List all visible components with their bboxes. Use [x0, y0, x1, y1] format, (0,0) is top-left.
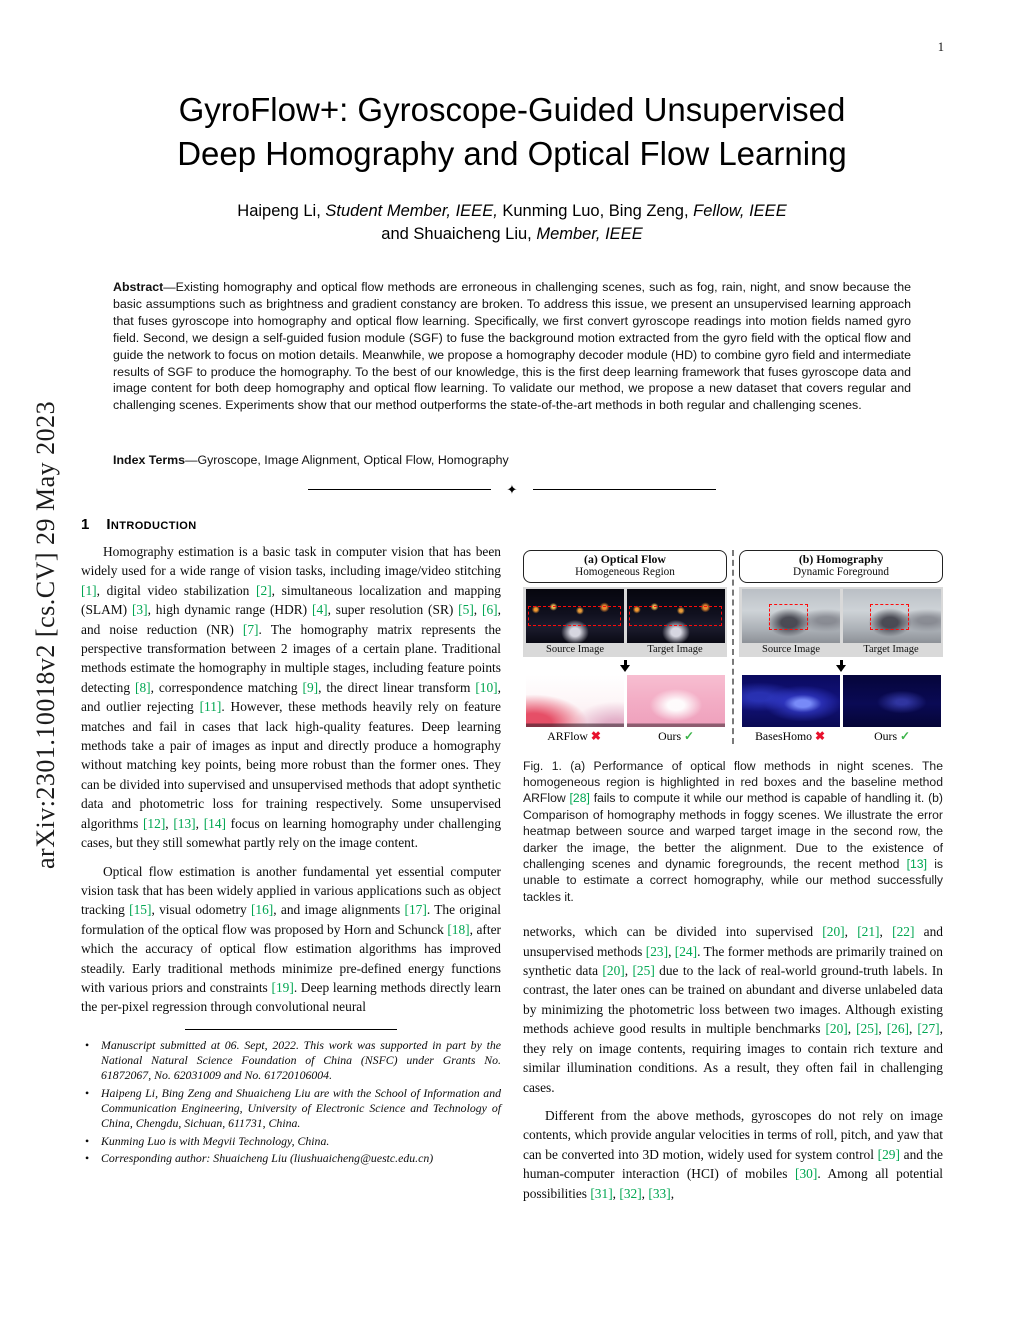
author-line-1: Haipeng Li, Student Member, IEEE, Kunming Luo, Bing Zeng, Fellow, IEEE	[237, 202, 787, 220]
figure-1-panels	[523, 550, 943, 744]
right-column	[523, 550, 943, 1203]
panel-b-left-result-label: BasesHomo ✖	[755, 728, 825, 743]
intro-paragraph-1: Homography estimation is a basic task in computer vision that has been widely used for a wide range of vision tasks, including image/video stitching [1], digital video stabilization [2], simultaneous localization and mapping (SLAM) [3], high dynamic range (HDR) [4], super resolution (SR) [5], [6], and noise reduction (NR) [7]. The homography matrix represents the perspective transformation between 2 images of a certain plane. Traditional methods estimate the homography in multiple stages, including feature points detecting [8], correspondence matching [9], the direct linear transform [10], and outlier rejecting [11]. However, these methods heavily rely on feature matches and fail in cases that lack high-quality features. Deep learning methods take a pair of images as input and directly produce a homography without matching key points, being more robust than the former ones. They can be divided into supervised and unsupervised methods that adopt synthetic data and photometric loss for training respectively. Some unsupervised algorithms [12], [13], [14] focus on learning homography under challenging cases, but they still somewhat partly rely on the image content.	[81, 544, 502, 851]
panel-a-arflow-result-image	[526, 675, 624, 727]
citation-link[interactable]: [29]	[877, 1146, 900, 1162]
panel-a-right-result-label: Ours ✓	[658, 728, 694, 743]
panel-b-input-block	[739, 587, 943, 657]
separator-line-left	[308, 489, 491, 490]
footnote-item: • Corresponding author: Shuaicheng Liu (liushuaicheng@uestc.edu.cn)	[81, 1151, 501, 1166]
red-highlight-box	[528, 606, 620, 627]
intro-paragraph-4: Different from the above methods, gyroscopes do not rely on image contents, which provide angular velocities in terms of roll, pitch, and yaw that can be converted into 3D motion, widely used for system control [29] and the human-computer interaction (HCI) of mobiles [30]. Among all potential possibilities [31], [32], [33],	[523, 1107, 943, 1201]
page-number: 1	[937, 40, 944, 54]
section-separator	[0, 483, 1024, 496]
panel-b-ours-result-image	[843, 675, 941, 727]
panel-a-input-block	[523, 587, 727, 657]
citation-link[interactable]: [18]	[447, 921, 470, 937]
panel-a-source-image	[526, 589, 624, 643]
citation-link[interactable]: [32]	[619, 1185, 642, 1201]
citation-link[interactable]: [13]	[173, 815, 196, 831]
citation-link[interactable]: [5]	[458, 602, 474, 618]
red-highlight-box	[629, 606, 721, 627]
arxiv-watermark: arXiv:2301.10018v2 [cs.CV] 29 May 2023	[31, 400, 60, 870]
panel-a-subtitle: Homogeneous Region	[575, 566, 675, 579]
citation-link[interactable]: [20]	[602, 963, 625, 979]
citation-link[interactable]: [2]	[256, 582, 272, 598]
title-line-2: Deep Homography and Optical Flow Learning	[177, 134, 847, 172]
index-terms-label: Index Terms	[113, 453, 186, 467]
left-column	[81, 516, 501, 1168]
citation-link[interactable]: [12]	[142, 815, 166, 831]
abstract-label: Abstract	[113, 280, 164, 294]
footnote-item: • Haipeng Li, Bing Zeng and Shuaicheng Liu are with the School of Information and Communication Engineering, University of Electronic Science and Technology of China, Chengdu, Sichuan, 611731, China.	[81, 1086, 501, 1132]
citation-link[interactable]: [33]	[648, 1185, 671, 1201]
citation-link[interactable]: [10]	[475, 679, 498, 695]
citation-link[interactable]: [28]	[569, 791, 590, 806]
citation-link[interactable]: [24]	[674, 943, 698, 959]
figure-panel-a	[523, 550, 727, 744]
cross-mark-icon: ✖	[590, 728, 601, 743]
citation-link[interactable]: [19]	[271, 979, 294, 995]
figure-panel-b	[739, 550, 943, 744]
red-highlight-box	[769, 604, 808, 630]
footnote-item: • Manuscript submitted at 06. Sept, 2022. This work was supported in part by the National Natural Science Foundation of China (NSFC) under Grants No. 61872067, No. 62031009 and No. 61720106004.	[81, 1038, 501, 1084]
citation-link[interactable]: [4]	[311, 602, 328, 618]
citation-link[interactable]: [20]	[822, 924, 845, 940]
citation-link[interactable]: [22]	[892, 924, 915, 940]
section-1-heading	[81, 516, 501, 533]
citation-link[interactable]: [30]	[795, 1166, 818, 1182]
down-arrow-icon	[523, 660, 727, 672]
index-terms	[113, 452, 911, 469]
section-title: Introduction	[106, 516, 197, 533]
index-terms-text: —Gyroscope, Image Alignment, Optical Flow, Homography	[185, 453, 509, 467]
citation-link[interactable]: [17]	[404, 902, 427, 918]
panel-a-title: (a) Optical Flow	[584, 552, 666, 566]
citation-link[interactable]: [31]	[590, 1185, 613, 1201]
citation-link[interactable]: [13]	[906, 857, 927, 872]
panel-a-target-image	[627, 589, 725, 643]
down-arrow-icon	[739, 660, 943, 672]
panel-b-baseshomo-result-image	[742, 675, 840, 727]
section-number: 1	[81, 516, 90, 533]
citation-link[interactable]: [7]	[242, 621, 259, 637]
paper-title	[0, 88, 1024, 175]
diamond-ornament-icon: ✦	[506, 482, 518, 497]
citation-link[interactable]: [25]	[632, 963, 655, 979]
cross-mark-icon: ✖	[815, 728, 825, 743]
citation-link[interactable]: [16]	[250, 902, 274, 918]
check-mark-icon: ✓	[684, 728, 694, 743]
author-block	[0, 200, 1024, 247]
figure-1	[523, 550, 943, 905]
citation-link[interactable]: [20]	[825, 1021, 848, 1037]
panel-a-header	[523, 550, 727, 583]
citation-link[interactable]: [1]	[81, 582, 97, 598]
citation-link[interactable]: [8]	[134, 679, 151, 695]
figure-1-caption: Fig. 1. (a) Performance of optical flow methods in night scenes. The homogeneous region is highlighted in red boxes and the baseline method ARFlow [28] fails to compute it while our method is capable of handling it. (b) Comparison of homography methods in foggy scenes. We illustrate the error heatmap between source and warped target image in the second row, the darker the image, the better the alignment. Due to the existence of challenging scenes and dynamic foregrounds, the recent method [13] is unable to estimate a correct homography, while our method successfully tackles it.	[523, 758, 944, 904]
panel-b-source-label: Source Image	[761, 643, 821, 655]
citation-link[interactable]: [9]	[302, 679, 319, 695]
intro-paragraph-3: networks, which can be divided into supervised [20], [21], [22] and unsupervised methods [23], [24]. The former methods are primarily trained on synthetic data [20], [25] due to the lack of real-world ground-truth labels. In contrast, the later ones can be trained on abundant and diverse unlabeled data by minimizing the photometric loss between two images. Although existing methods achieve good results in multiple benchmarks [20], [25], [26], [27], they rely on image contents, requiring images to contain rich texture and similar illumination conditions. As a result, they often fail in challenging cases.	[523, 924, 943, 1095]
panel-b-title: (b) Homography	[798, 552, 884, 566]
citation-link[interactable]: [14]	[203, 815, 226, 831]
footnote-block	[81, 1029, 501, 1166]
title-line-1: GyroFlow+: Gyroscope-Guided Unsupervised	[178, 91, 846, 128]
citation-link[interactable]: [21]	[857, 924, 880, 940]
citation-link[interactable]: [23]	[645, 943, 669, 959]
panel-a-source-label: Source Image	[545, 643, 605, 655]
panel-b-right-result-label: Ours ✓	[874, 728, 910, 743]
footnote-rule	[185, 1029, 397, 1030]
footnote-list	[81, 1038, 501, 1166]
citation-link[interactable]: [11]	[199, 699, 222, 715]
citation-link[interactable]: [25]	[856, 1021, 879, 1037]
panel-a-target-label: Target Image	[647, 643, 703, 655]
abstract	[113, 279, 911, 414]
panel-a-ours-result-image	[627, 675, 725, 727]
footnote-item: • Kunming Luo is with Megvii Technology, China.	[81, 1134, 501, 1149]
red-highlight-box	[870, 604, 909, 630]
panel-b-source-image	[742, 589, 840, 643]
author-line-2: and Shuaicheng Liu, Member, IEEE	[381, 225, 643, 244]
citation-link[interactable]: [27]	[917, 1021, 940, 1037]
panel-b-subtitle: Dynamic Foreground	[792, 566, 889, 579]
panel-divider	[732, 550, 734, 744]
citation-link[interactable]: [15]	[129, 902, 152, 918]
citation-link[interactable]: [26]	[886, 1021, 910, 1037]
citation-link[interactable]: [6]	[481, 602, 498, 618]
citation-link[interactable]: [3]	[131, 602, 148, 618]
abstract-text: —Existing homography and optical flow methods are erroneous in challenging scenes, such as fog, rain, night, and snow because the basic assumptions such as brightness and gradient constancy are broken. To address this issue, we present an unsupervised learning approach that fuses gyroscope into homography and optical flow learning. Specifically, we first convert gyroscope readings into motion fields named gyro field. Second, we design a self-guided fusion module (SGF) to fuse the background motion extracted from the gyro field with the optical flow and guide the network to focus on motion details. Meanwhile, we propose a homography decoder module (HD) to combine gyro field and intermediate results of SGF to produce the homography. To the best of our knowledge, this is the first deep learning framework that fuses gyroscope data and image content for both deep homography and optical flow learning. To validate our method, we propose a new dataset that covers regular and challenging scenes. Experiments show that our method outperforms the state-of-the-art methods in both regular and challenging scenes.	[113, 280, 911, 413]
panel-b-target-label: Target Image	[863, 643, 919, 655]
panel-a-left-result-label: ARFlow ✖	[547, 728, 601, 743]
check-mark-icon: ✓	[900, 728, 910, 743]
separator-line-right	[533, 489, 716, 490]
intro-paragraph-2: Optical flow estimation is another fundamental yet essential computer vision task that has been widely applied in various applications such as object tracking [15], visual odometry [16], and image alignments [17]. The original formulation of the optical flow was proposed by Horn and Schunck [18], after which the accuracy of optical flow estimation algorithms has improved steadily. Early traditional methods minimize pre-defined energy functions with various priors and constraints [19]. Deep learning methods directly learn the per-pixel regression through convolutional neural	[81, 863, 501, 1015]
panel-b-header	[739, 550, 943, 583]
panel-b-target-image	[843, 589, 941, 643]
